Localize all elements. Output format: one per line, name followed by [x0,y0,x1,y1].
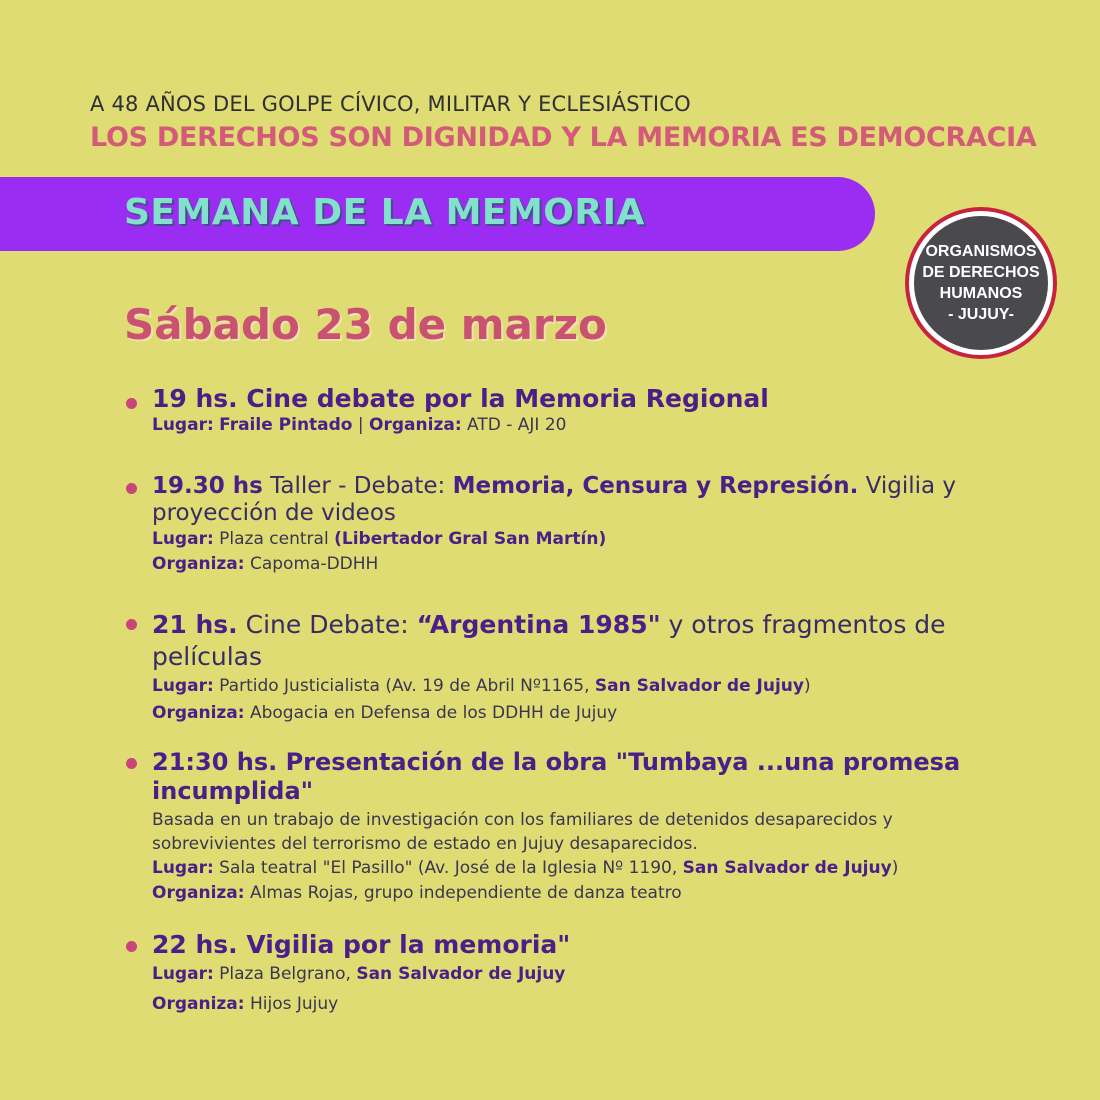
event-strong: “Argentina 1985" [416,610,661,639]
organiza-label: Organiza: [152,994,245,1014]
lugar-end: ) [891,858,899,878]
badge-line-1: ORGANISMOS [925,243,1037,260]
organiza-value: Hijos Jujuy [244,994,339,1014]
event-item-1 [126,384,996,438]
bullet-icon [126,619,137,630]
lugar-strong: San Salvador de Jujuy [682,858,892,878]
lugar-strong: (Libertador Gral San Martín) [334,529,607,549]
title-banner [0,177,875,251]
event-title: 19 hs. Cine debate por la Memoria Regional [152,384,769,413]
event-title: 22 hs. Vigilia por la memoria" [152,930,571,959]
event-item-3 [126,609,996,727]
event-lugar [152,856,996,881]
headline: LOS DERECHOS SON DIGNIDAD Y LA MEMORIA ES DEMOCRACIA [90,122,1037,153]
event-item-2 [126,473,996,577]
bullet-icon [126,483,137,494]
lugar-strong: San Salvador de Jujuy [356,964,566,984]
organiza-label: Organiza: [152,883,245,903]
lugar-label: Lugar: [152,676,214,696]
event-organiza [152,552,996,577]
lugar-end: ) [803,676,811,696]
event-details [152,413,996,438]
event-description: Basada en un trabajo de investigación con los familiares de detenidos desaparecidos y sobrevivientes del terrorismo de estado en Jujuy desaparecidos. [152,810,893,854]
event-post: y otros fragmentos de películas [152,610,946,671]
organiza-value: Capoma-DDHH [244,554,379,574]
event-title: 21:30 hs. Presentación de la obra "Tumbaya ...una promesa incumplida" [152,748,961,805]
event-organiza [152,989,996,1019]
event-date: Sábado 23 de marzo [124,300,607,349]
organiza-value: Abogacia en Defensa de los DDHH de Jujuy [244,703,618,723]
organiza-label: Organiza: [369,415,462,435]
organization-badge [909,211,1053,355]
lugar-value: Partido Justicialista (Av. 19 de Abril Nº1165, [213,676,595,696]
bullet-icon [126,758,137,769]
event-title [152,473,996,527]
bullet-icon [126,941,137,952]
organiza-value: ATD - AJI 20 [461,415,567,435]
badge-line-3: HUMANOS [939,285,1023,302]
event-title [152,609,996,673]
lugar-value: Sala teatral "El Pasillo" (Av. José de la Iglesia Nº 1190, [213,858,683,878]
event-strong: Memoria, Censura y Represión. [452,473,859,499]
badge-line-4: - JUJUY- [948,306,1014,323]
event-time: 19.30 hs [152,473,263,499]
event-lugar [152,527,996,552]
lugar-label: Lugar: [152,529,214,549]
bullet-icon [126,398,137,409]
separator: | [352,415,370,435]
lugar-label: Lugar: [152,415,214,435]
event-organiza [152,700,996,727]
lugar-label: Lugar: [152,964,214,984]
event-organiza [152,881,996,906]
lugar-value: Fraile Pintado [219,415,353,435]
badge-line-2: DE DERECHOS [922,264,1040,281]
organiza-label: Organiza: [152,554,245,574]
lugar-label: Lugar: [152,858,214,878]
event-time: 21 hs. [152,610,238,639]
subtitle: A 48 AÑOS DEL GOLPE CÍVICO, MILITAR Y ECLESIÁSTICO [90,92,691,116]
lugar-strong: San Salvador de Jujuy [594,676,804,696]
event-pre: Cine Debate: [237,610,417,639]
event-pre: Taller - Debate: [262,473,453,499]
event-lugar [152,959,996,989]
event-post: Vigilia y proyección de videos [152,473,957,526]
organiza-value: Almas Rojas, grupo independiente de danza teatro [244,883,682,903]
lugar-value: Plaza central [213,529,335,549]
organiza-label: Organiza: [152,703,245,723]
event-lugar [152,673,996,700]
event-item-5 [126,930,996,1019]
lugar-value: Plaza Belgrano, [213,964,357,984]
banner-title: SEMANA DE LA MEMORIA [124,192,645,233]
event-item-4 [126,748,996,906]
